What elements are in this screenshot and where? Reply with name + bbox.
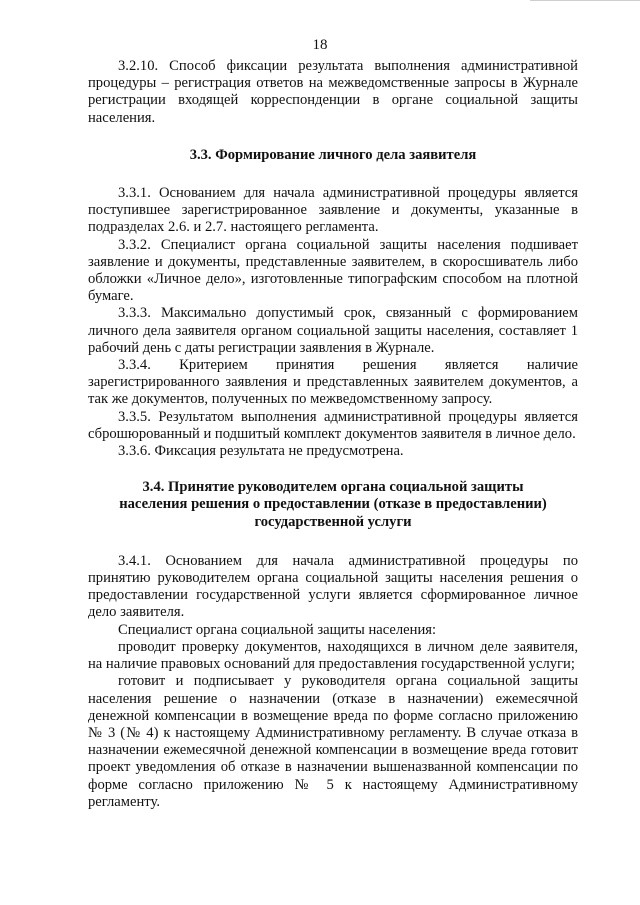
paragraph-3-3-5: 3.3.5. Результатом выполнения административной процедуры является сброшюрованный и подшитый комплект документов заявителя в личное дело. [88,408,578,442]
paragraph-3-2-10: 3.2.10. Способ фиксации результата выполнения административной процедуры – регистрация ответов на межведомственные запросы в Журнале регистрации входящей корреспонденции в органе социальной защиты населения. [88,58,578,126]
paragraph-3-3-4: 3.3.4. Критерием принятия решения является наличие зарегистрированного заявления и представленных заявителем документов, а так же документов, полученных по межведомственному запросу. [88,357,578,408]
paragraph-3-3-3: 3.3.3. Максимально допустимый срок, связанный с формированием личного дела заявителя органом социальной защиты населения, составляет 1 рабочий день с даты регистрации заявления в Журнале. [88,305,578,356]
page-number: 18 [312,37,328,53]
paragraph-3-3-1: 3.3.1. Основанием для начала административной процедуры является поступившее зарегистрированное заявление и документы, указанные в подразделах 2.6. и 2.7. настоящего регламента. [88,185,578,236]
paragraph-3-3-2: 3.3.2. Специалист органа социальной защиты населения подшивает заявление и документы, представленные заявителем, в скоросшиватель либо обложки «Личное дело», изготовленные типографским способом на плотной бумаге. [88,236,578,305]
paragraph-3-3-6: 3.3.6. Фиксация результата не предусмотрена. [118,443,404,460]
paragraph-specialist-intro: Специалист органа социальной защиты населения: [118,621,437,638]
section-heading-3-4 [88,479,578,531]
paragraph-prepare-decision: готовит и подписывает у руководителя органа социальной защиты населения решение о назначении (отказе в назначении) ежемесячной денежной компенсации в возмещение вреда по форме согласно приложению № 3 (№ 4) к настоящему Административному регламенту. В случае отказа в назначении ежемесячной денежной компенсации в возмещение вреда готовит проект уведомления об отказе в назначении вышеназванной компенсации по форме согласно приложению № 5 к настоящему Административному регламенту. [88,673,578,810]
document-body [88,58,578,811]
paragraph-check-documents: проводит проверку документов, находящихся в личном деле заявителя, на наличие правовых оснований для предоставления государственной услуги; [88,638,578,673]
section-heading-3-4-line-1: 3.4. Принятие руководителем органа социальной защиты [142,479,524,496]
section-heading-3-4-line-3: государственной услуги [254,513,412,530]
corner-mark [530,0,640,7]
paragraph-3-4-1: 3.4.1. Основанием для начала административной процедуры по принятию руководителем органа социальной защиты населения решения о предоставлении государственной услуги является сформированное личное дело заявителя. [88,552,578,621]
section-heading-3-3: 3.3. Формирование личного дела заявителя [189,146,477,163]
section-heading-3-4-line-2: населения решения о предоставлении (отказе в предоставлении) [119,496,547,513]
